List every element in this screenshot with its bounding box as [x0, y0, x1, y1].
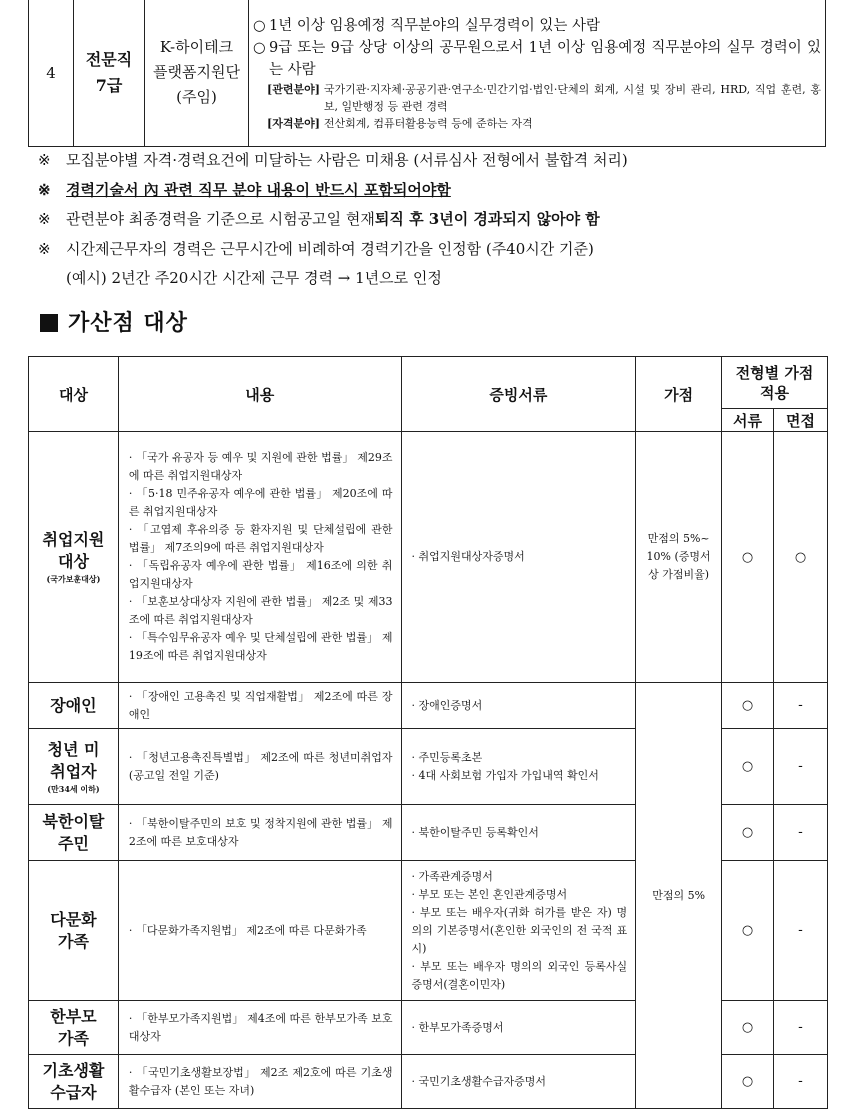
target-name: 취업지원 대상 [42, 530, 105, 571]
target-cell [29, 729, 119, 805]
circle-icon: ○ [253, 40, 266, 56]
square-bullet-icon [40, 314, 58, 332]
requirement-item [253, 15, 821, 37]
note-text: (예시) 2년간 주20시간 시간제 근무 경력 → 1년으로 인정 [66, 269, 442, 287]
content-item: · 「특수임무유공자 예우 및 단체설립에 관한 법률」 제19조에 따른 취업지원대상자 [128, 631, 393, 662]
header-docs: 증빙서류 [401, 357, 636, 432]
org-line: (주임) [176, 88, 217, 106]
docs-cell [401, 1001, 636, 1055]
position-line: 7급 [95, 75, 123, 95]
position-cell [74, 0, 145, 147]
interview-mark: - [774, 729, 828, 805]
content-item: · 「청년고용촉진특별법」 제2조에 따른 청년미취업자(공고일 전일 기준) [128, 750, 393, 782]
content-cell [118, 683, 401, 729]
section-title [40, 306, 188, 337]
content-item: · 「국가 유공자 등 예우 및 지원에 관한 법률」 제29조에 따른 취업지원대상자 [128, 451, 393, 482]
target-cell [29, 432, 119, 683]
interview-mark: ○ [774, 432, 828, 683]
points-cell: 만점의 5% [636, 683, 722, 1109]
doc-item: · 가족관계증명서 [411, 869, 493, 883]
note-emphasis: 퇴직 후 3년이 경과되지 않아야 함 [374, 210, 600, 228]
doc-stage-mark: ○ [722, 861, 774, 1001]
table-row [29, 683, 828, 729]
content-item: · 「한부모가족지원법」 제4조에 따른 한부모가족 보호 대상자 [128, 1011, 393, 1043]
note-example [38, 264, 838, 294]
bonus-points-table [28, 356, 828, 1109]
doc-stage-mark: ○ [722, 1001, 774, 1055]
content-item: · 「독립유공자 예우에 관한 법률」 제16조에 의한 취업지원대상자 [128, 559, 393, 590]
doc-stage-mark: ○ [722, 729, 774, 805]
doc-item: · 부모 또는 배우자(귀화 허가를 받은 자) 명의의 기본증명서(혼인한 외국인의 전 국적 표시) [411, 905, 628, 955]
note-item [38, 176, 838, 206]
note-item [38, 235, 838, 265]
related-text: 국가기관·지자체·공공기관·연구소·민간기업·법인·단체의 회계, 시설 및 장비 관리, HRD, 직업 훈련, 홍보, 일반행정 등 관련 경력 [323, 83, 821, 113]
docs-cell [401, 729, 636, 805]
cert-field [253, 115, 821, 132]
circle-icon: ○ [253, 18, 266, 34]
doc-item: · 4대 사회보험 가입자 가입내역 확인서 [411, 768, 599, 782]
doc-item: · 장애인증명서 [411, 698, 483, 712]
doc-stage-mark: ○ [722, 1055, 774, 1109]
requirement-text: 1년 이상 임용예정 직무분야의 실무경력이 있는 사람 [269, 18, 601, 34]
reference-mark-icon: ※ [38, 210, 51, 228]
reference-mark-icon: ※ [38, 180, 51, 199]
content-item: · 「북한이탈주민의 보호 및 정착지원에 관한 법률」 제2조에 따른 보호대상자 [128, 816, 393, 848]
requirement-text: 9급 또는 9급 상당 이상의 공무원으로서 1년 이상 임용예정 직무분야의 실무 경력이 있는 사람 [269, 40, 821, 78]
header-row [29, 357, 828, 409]
table-row [29, 432, 828, 683]
note-text: 경력기술서 內 관련 직무 분야 내용이 반드시 포함되어야함 [66, 180, 451, 199]
doc-item: · 취업지원대상자증명서 [411, 550, 525, 563]
related-field [253, 81, 821, 115]
doc-item: · 북한이탈주민 등록확인서 [411, 825, 539, 839]
doc-item: · 부모 또는 본인 혼인관계증명서 [411, 887, 568, 901]
target-cell: 장애인 [29, 683, 119, 729]
content-item: · 「보훈보상대상자 지원에 관한 법률」 제2조 및 제33조에 따른 취업지원대상자 [128, 595, 393, 626]
top-recruit-table [28, 0, 826, 147]
docs-cell [401, 1055, 636, 1109]
doc-item: · 주민등록초본 [411, 750, 483, 764]
org-line: K-하이테크 [159, 38, 234, 56]
docs-cell [401, 861, 636, 1001]
table-row [29, 0, 826, 147]
points-cell: 만점의 5%~ 10% (증명서상 가점비율) [636, 432, 722, 683]
content-item: · 「국민기초생활보장법」 제2조 제2호에 따른 기초생활수급자 (본인 또는 자녀) [128, 1065, 393, 1097]
note-text: 시간제근무자의 경력은 근무시간에 비례하여 경력기간을 인정함 (주40시간 기준) [66, 239, 594, 258]
interview-mark: - [774, 1055, 828, 1109]
target-cell: 기초생활 수급자 [29, 1055, 119, 1109]
content-cell [118, 805, 401, 861]
doc-item: · 한부모가족증명서 [411, 1020, 504, 1034]
content-cell [118, 1055, 401, 1109]
header-apply: 전형별 가점적용 [722, 357, 828, 409]
header-doc-stage: 서류 [722, 409, 774, 432]
content-cell [118, 432, 401, 683]
note-text: 모집분야별 자격·경력요건에 미달하는 사람은 미채용 (서류심사 전형에서 불합격 처리) [66, 151, 628, 169]
interview-mark: - [774, 683, 828, 729]
docs-cell [401, 683, 636, 729]
header-interview: 면접 [774, 409, 828, 432]
target-name: 청년 미취업자 [47, 739, 100, 781]
header-target: 대상 [29, 357, 119, 432]
note-text: 관련분야 최종경력을 기준으로 시험공고일 현재 [66, 210, 375, 228]
content-item: · 「5·18 민주유공자 예우에 관한 법률」 제20조에 따른 취업지원대상자 [128, 487, 393, 518]
content-cell [118, 861, 401, 1001]
doc-stage-mark: ○ [722, 432, 774, 683]
related-label: [관련분야] [267, 83, 320, 96]
row-number: 4 [29, 0, 74, 147]
content-item: · 「고엽제 후유의증 등 환자지원 및 단체설립에 관한 법률」 제7조의9에 따른 취업지원대상자 [128, 523, 393, 554]
reference-mark-icon: ※ [38, 239, 51, 258]
target-cell: 북한이탈 주민 [29, 805, 119, 861]
target-note: (만34세 이하) [47, 783, 100, 794]
content-cell [118, 1001, 401, 1055]
header-content: 내용 [118, 357, 401, 432]
content-item: · 「다문화가족지원법」 제2조에 따른 다문화가족 [128, 923, 367, 937]
org-cell [145, 0, 249, 147]
note-item [38, 205, 838, 235]
docs-cell [401, 432, 636, 683]
target-cell: 다문화 가족 [29, 861, 119, 1001]
section-title-text: 가산점 대상 [68, 311, 188, 336]
content-cell [118, 729, 401, 805]
interview-mark: - [774, 805, 828, 861]
header-points: 가점 [636, 357, 722, 432]
interview-mark: - [774, 1001, 828, 1055]
docs-cell [401, 805, 636, 861]
target-cell: 한부모 가족 [29, 1001, 119, 1055]
note-item [38, 146, 838, 176]
position-line: 전문직 [85, 49, 133, 69]
reference-mark-icon: ※ [38, 151, 51, 169]
doc-item: · 국민기초생활수급자증명서 [411, 1074, 547, 1088]
interview-mark: - [774, 861, 828, 1001]
target-note: (국가보훈대상) [46, 574, 101, 584]
cert-text: 전산회계, 컴퓨터활용능력 등에 준하는 자격 [323, 117, 533, 130]
requirements-cell [249, 0, 826, 147]
content-item: · 「장애인 고용촉진 및 직업재활법」 제2조에 따른 장애인 [128, 689, 393, 721]
org-line: 플랫폼지원단 [153, 63, 240, 81]
doc-stage-mark: ○ [722, 805, 774, 861]
doc-item: · 부모 또는 배우자 명의의 외국인 등록사실 증명서(결혼이민자) [411, 959, 628, 991]
notes-list [38, 146, 838, 294]
requirement-item [253, 37, 821, 81]
doc-stage-mark: ○ [722, 683, 774, 729]
cert-label: [자격분야] [267, 117, 320, 130]
